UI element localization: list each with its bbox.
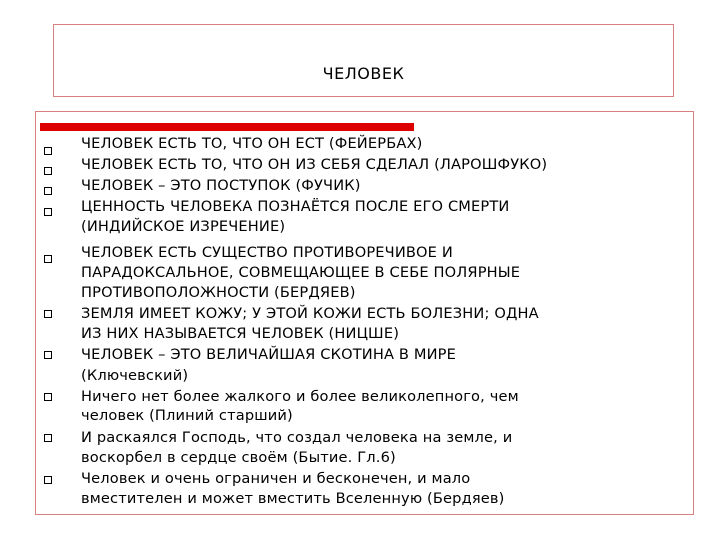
quote-line: И раскаялся Господь, что создал человека на земле, и [81,429,513,446]
quote-line: Ничего нет более жалкого и более великолепного, чем [81,388,519,405]
quote-line: воскорбел в сердце своём (Бытие. Гл.6) [81,449,396,466]
quote-line: ПРОТИВОПОЛОЖНОСТИ (БЕРДЯЕВ) [81,284,356,301]
quote-line: ЧЕЛОВЕК ЕСТЬ ТО, ЧТО ОН ЕСТ (ФЕЙЕРБАХ) [81,135,423,152]
square-bullet-icon [44,434,52,442]
quote-line: ЧЕЛОВЕК – ЭТО ВЕЛИЧАЙШАЯ СКОТИНА В МИРЕ [81,346,456,363]
quote-line: человек (Плиний старший) [81,407,293,424]
quote-line: (Ключевский) [81,367,189,384]
quote-line: ЗЕМЛЯ ИМЕЕТ КОЖУ; У ЭТОЙ КОЖИ ЕСТЬ БОЛЕЗНИ; ОДНА [81,305,539,322]
slide-title: ЧЕЛОВЕК [322,64,405,83]
quote-line: вместителен и может вместить Вселенную (Бердяев) [81,490,505,507]
quote-line: ЧЕЛОВЕК ЕСТЬ СУЩЕСТВО ПРОТИВОРЕЧИВОЕ И [81,244,453,261]
square-bullet-icon [44,476,52,484]
quote-line: ЧЕЛОВЕК ЕСТЬ ТО, ЧТО ОН ИЗ СЕБЯ СДЕЛАЛ (ЛАРОШФУКО) [81,156,548,173]
quote-line: ЦЕННОСТЬ ЧЕЛОВЕКА ПОЗНАЁТСЯ ПОСЛЕ ЕГО СМЕРТИ [81,198,510,215]
square-bullet-icon [44,147,52,155]
quote-line: ЧЕЛОВЕК – ЭТО ПОСТУПОК (ФУЧИК) [81,177,361,194]
quote-line: ИЗ НИХ НАЗЫВАЕТСЯ ЧЕЛОВЕК (НИЦШЕ) [81,325,400,342]
quote-line: ПАРАДОКСАЛЬНОЕ, СОВМЕЩАЮЩЕЕ В СЕБЕ ПОЛЯРНЫЕ [81,264,521,281]
quote-line: Человек и очень ограничен и бесконечен, и мало [81,470,471,487]
square-bullet-icon [44,351,52,359]
square-bullet-icon [44,208,52,216]
quote-line: (ИНДИЙСКОЕ ИЗРЕЧЕНИЕ) [81,218,286,235]
square-bullet-icon [44,255,52,263]
red-accent-bar [40,123,414,131]
square-bullet-icon [44,310,52,318]
square-bullet-icon [44,393,52,401]
square-bullet-icon [44,187,52,195]
title-placeholder [53,24,674,97]
square-bullet-icon [44,167,52,175]
